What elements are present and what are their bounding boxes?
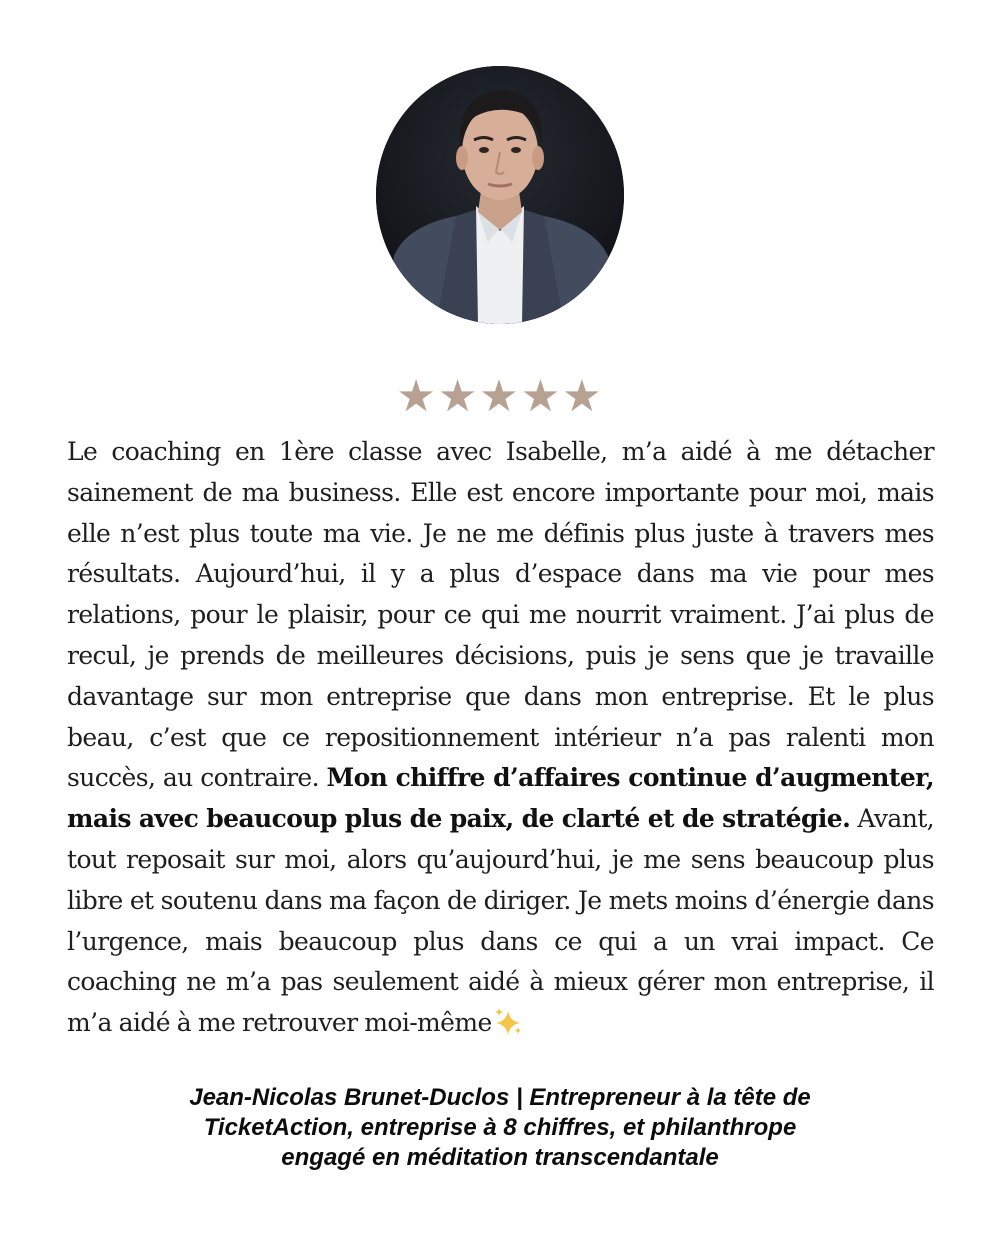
author-line-1: Jean-Nicolas Brunet-Duclos | Entrepreneur à la tête de xyxy=(189,1084,811,1111)
testimonial-part-1: Le coaching en 1ère classe avec Isabelle, m’a aidé à me détacher sainement de ma business. Elle est encore importante pour moi, mais elle n’est plus toute ma vie. Je ne me définis plus juste à travers mes résultats. Aujourd’hui, il y a plus d’espace dans ma vie pour mes relations, pour le plaisir, pour ce qui me nourrit vraiment. J’ai plus de recul, je prends de meilleures décisions, puis je sens que je travaille davantage sur mon entreprise que dans mon entreprise. Et le plus beau, c’est que ce repositionnement intérieur n’a pas ralenti mon succès, au contraire. xyxy=(67,437,934,793)
star-icon: ★ xyxy=(479,371,521,422)
author-credit xyxy=(0,1083,1000,1173)
sparkles-icon xyxy=(492,1007,524,1037)
star-icon: ★ xyxy=(562,371,604,422)
author-line-3: engagé en méditation transcendantale xyxy=(281,1144,719,1171)
author-line-2: TicketAction, entreprise à 8 chiffres, et philanthrope xyxy=(203,1114,797,1141)
star-rating xyxy=(0,372,1000,422)
testimonial-part-2: Avant, tout reposait sur moi, alors qu’aujourd’hui, je me sens beaucoup plus libre et soutenu dans ma façon de diriger. Je mets moins d’énergie dans l’urgence, mais beaucoup plus dans ce qui a un vrai impact. Ce coaching ne m’a pas seulement aidé à mieux gérer mon entreprise, il m’a aidé à me retrouver moi-même xyxy=(67,804,934,1038)
star-icon: ★ xyxy=(520,371,563,422)
star-icon: ★ xyxy=(437,371,480,422)
testimonial-text xyxy=(67,432,934,1044)
star-icon: ★ xyxy=(396,371,438,422)
author-photo xyxy=(376,66,624,324)
testimonial-highlight: Mon chiffre d’affaires continue d’augmenter, mais avec beaucoup plus de paix, de clarté et de stratégie. xyxy=(67,763,934,834)
